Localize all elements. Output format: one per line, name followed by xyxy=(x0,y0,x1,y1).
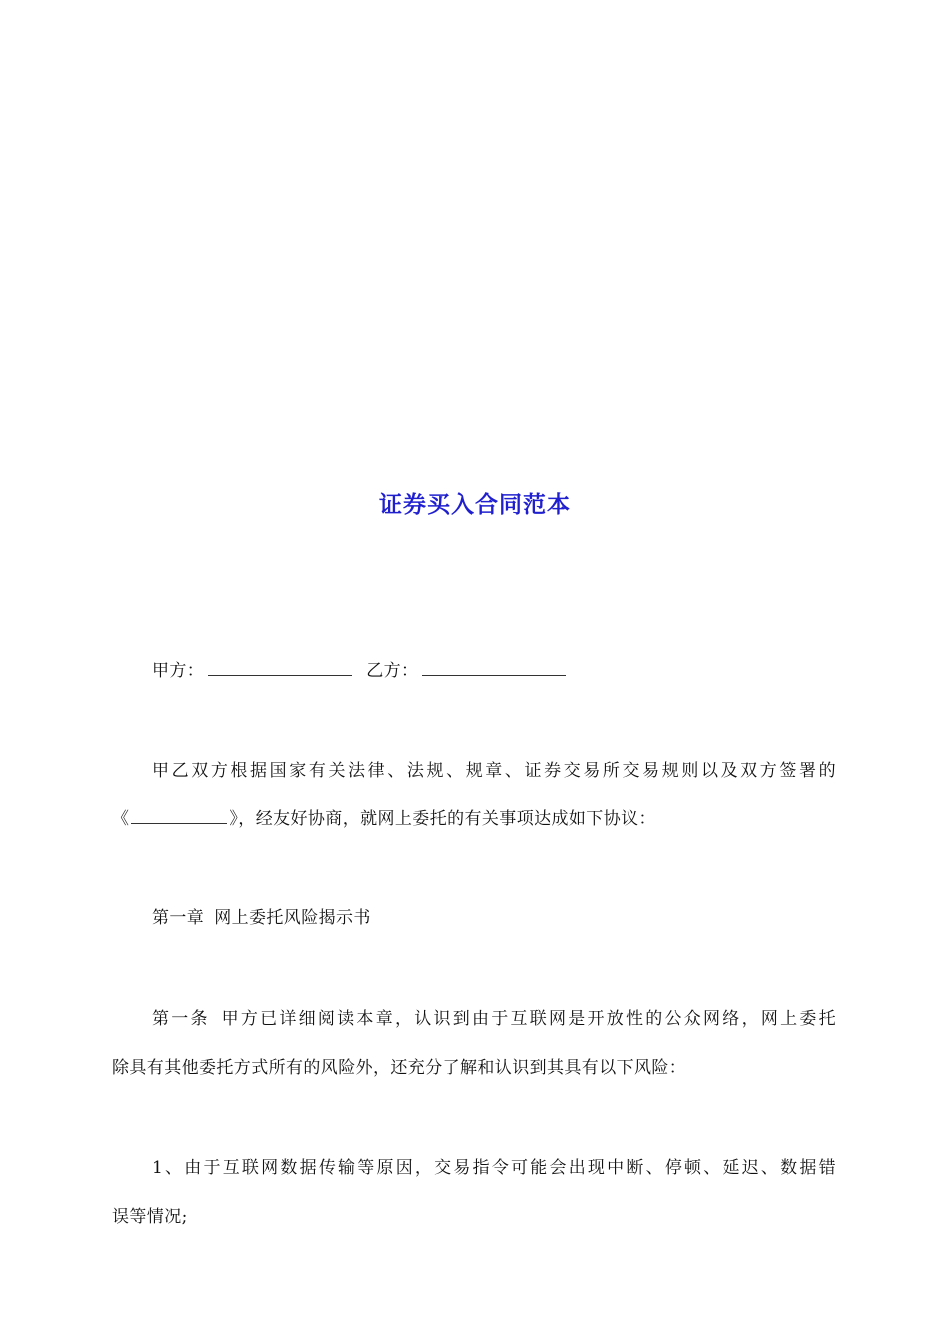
parties-line xyxy=(152,659,836,683)
intro-open-bracket: 《 xyxy=(112,809,130,829)
article-1-line-1 xyxy=(152,1007,836,1031)
agreement-name-blank xyxy=(131,807,227,824)
party-b-blank xyxy=(422,659,566,676)
document-title: 证券买入合同范本 xyxy=(379,492,571,518)
article-1-text-1: 甲方已详细阅读本章，认识到由于互联网是开放性的公众网络，网上委托 xyxy=(219,1009,836,1029)
intro-line-2 xyxy=(112,807,836,831)
chapter-number: 第一章 xyxy=(152,908,205,928)
chapter-title: 网上委托风险揭示书 xyxy=(214,908,371,928)
party-a-blank xyxy=(208,659,352,676)
intro-line-1: 甲乙双方根据国家有关法律、法规、规章、证券交易所交易规则以及双方签署的 xyxy=(152,761,836,781)
chapter-1-heading xyxy=(152,906,836,930)
article-1-number: 第一条 xyxy=(152,1009,210,1029)
article-1-line-2: 除具有其他委托方式所有的风险外，还充分了解和认识到其具有以下风险： xyxy=(112,1058,687,1078)
item-1-line-1: 1、由于互联网数据传输等原因，交易指令可能会出现中断、停顿、延迟、数据错 xyxy=(152,1158,836,1178)
intro-line-2-text: 》，经友好协商，就网上委托的有关事项达成如下协议： xyxy=(229,809,656,829)
party-b-label: 乙方： xyxy=(366,661,419,681)
party-a-label: 甲方： xyxy=(152,661,205,681)
item-1-line-2: 误等情况; xyxy=(112,1207,188,1227)
